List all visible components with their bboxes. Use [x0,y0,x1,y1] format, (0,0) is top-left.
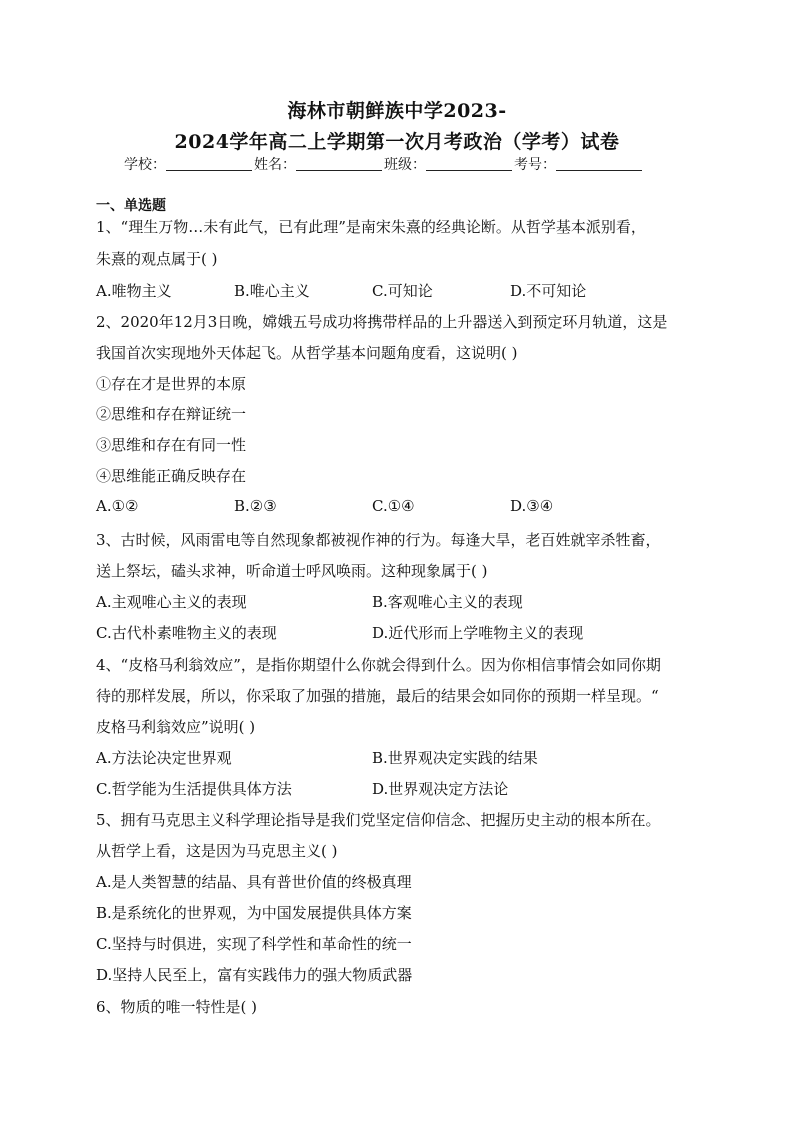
exam-number-label: 考号： [514,157,556,173]
question-5-line-1: 5、拥有马克思主义科学理论指导是我们党坚定信仰信念、把握历史主动的根本所在。 [96,811,661,829]
question-2-option-d: D.③④ [510,497,554,515]
question-3-option-c: C.古代朴素唯物主义的表现 [96,624,277,642]
question-4-option-d: D.世界观决定方法论 [372,780,509,798]
school-label: 学校： [124,157,166,173]
exam-title-line1: 海林市朝鲜族中学2023- [287,100,507,122]
question-3-option-d: D.近代形而上学唯物主义的表现 [372,624,584,642]
question-1-line-1: 1、“理生万物…未有此气，已有此理”是南宋朱熹的经典论断。从哲学基本派别看， [96,218,646,236]
question-4-option-c: C.哲学能为生活提供具体方法 [96,780,292,798]
question-2-line-2: 我国首次实现地外天体起飞。从哲学基本问题角度看，这说明( ) [96,344,518,362]
question-3-option-a: A.主观唯心主义的表现 [96,593,247,611]
section-title: 一、单选题 [96,198,166,214]
question-1-line-2: 朱熹的观点属于( ) [96,250,218,268]
question-3-option-b: B.客观唯心主义的表现 [372,593,523,611]
question-2-statement-1: ①存在才是世界的本原 [96,375,247,393]
question-3-line-2: 送上祭坛，磕头求神，听命道士呼风唤雨。这种现象属于( ) [96,562,488,580]
school-blank[interactable] [166,156,252,171]
question-5-option-c: C.坚持与时俱进，实现了科学性和革命性的统一 [96,935,412,953]
question-5-option-b: B.是系统化的世界观，为中国发展提供具体方案 [96,904,412,922]
question-2-option-a: A.①② [96,497,139,515]
question-2-statement-2: ②思维和存在辩证统一 [96,405,247,423]
exam-number-blank[interactable] [556,156,642,171]
question-4-line-1: 4、“皮格马利翁效应”，是指你期望什么你就会得到什么。因为你相信事情会如同你期 [96,656,661,674]
question-5-line-2: 从哲学上看，这是因为马克思主义( ) [96,842,338,860]
question-1-option-c: C.可知论 [372,282,433,300]
class-blank[interactable] [426,156,512,171]
question-4-option-b: B.世界观决定实践的结果 [372,749,538,767]
question-1-option-a: A.唯物主义 [96,282,172,300]
name-blank[interactable] [296,156,382,171]
class-label: 班级： [384,157,426,173]
question-5-option-d: D.坚持人民至上，富有实践伟力的强大物质武器 [96,966,413,984]
question-2-line-1: 2、2020年12月3日晚，嫦娥五号成功将携带样品的上升器送入到预定环月轨道，这是 [96,313,668,331]
question-2-option-b: B.②③ [234,497,277,515]
question-2-statement-4: ④思维能正确反映存在 [96,467,247,485]
question-2-statement-3: ③思维和存在有同一性 [96,436,247,454]
question-1-option-d: D.不可知论 [510,282,587,300]
question-4-option-a: A.方法论决定世界观 [96,749,232,767]
question-2-option-c: C.①④ [372,497,415,515]
student-info-row [124,154,644,174]
question-4-line-3: 皮格马利翁效应”说明( ) [96,718,256,736]
question-4-line-2: 待的那样发展，所以，你采取了加强的措施，最后的结果会如同你的预期一样呈现。“ [96,687,659,705]
question-5-option-a: A.是人类智慧的结晶、具有普世价值的终极真理 [96,873,412,891]
question-3-line-1: 3、古时候，风雨雷电等自然现象都被视作神的行为。每逢大旱，老百姓就宰杀牲畜， [96,531,661,549]
exam-title-line2: 2024学年高二上学期第一次月考政治（学考）试卷 [174,131,620,153]
question-1-option-b: B.唯心主义 [234,282,310,300]
question-6-line-1: 6、物质的唯一特性是( ) [96,998,258,1016]
name-label: 姓名： [254,157,296,173]
